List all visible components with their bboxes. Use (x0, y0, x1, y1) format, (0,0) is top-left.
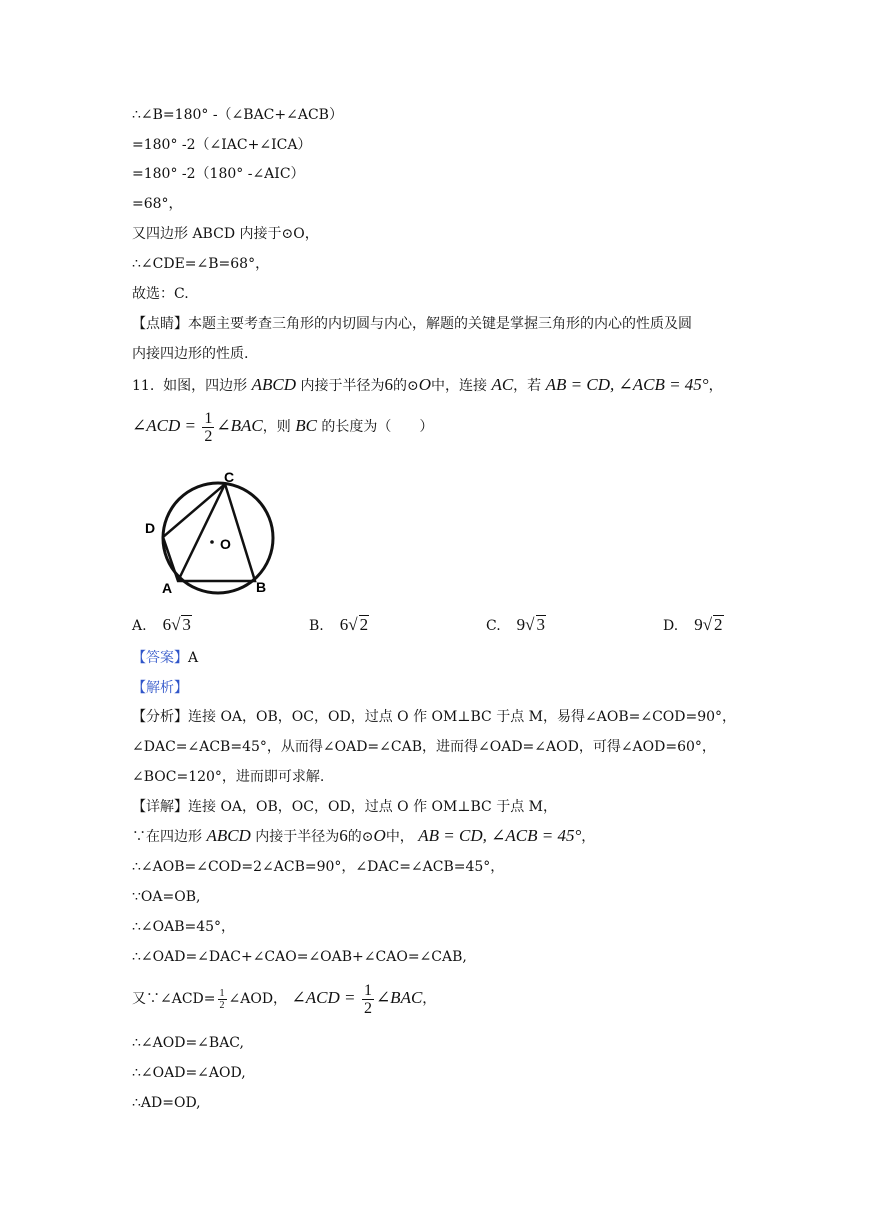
math-condition: AB = CD, ∠ACB = 45° (418, 826, 582, 845)
quadrilateral-abcd (163, 484, 255, 581)
answer-value: A (188, 650, 199, 666)
xiangjie-line-9: ∴∠OAD=∠AOD, (132, 1065, 246, 1081)
circle-figure (140, 462, 290, 602)
xiangjie-line-4: ∵OA=OB, (132, 889, 201, 905)
text-line: 内接四边形的性质. (132, 346, 249, 362)
xiangjie-line-1: 【详解】连接 OA，OB，OC，OD，过点 O 作 OM⊥BC 于点 M， (132, 799, 557, 815)
xiangjie-line-8: ∴∠AOD=∠BAC, (132, 1035, 244, 1051)
fenxi-tag: 【分析】 (132, 709, 188, 725)
question-text: 内接于半径为 (300, 378, 385, 394)
question-number: 11. (132, 378, 155, 394)
math-ac: AC (491, 375, 514, 394)
fraction-half-small: $\frac{1}{2}$ (219, 987, 225, 1011)
center-point (210, 540, 214, 544)
answer-line (132, 649, 198, 667)
math-abcd: ABCD (206, 826, 251, 845)
question-text: 中，连接 (430, 378, 487, 394)
fraction-half: $\frac{1}{2}$ (204, 409, 213, 445)
text-line: 故选：C. (132, 286, 189, 302)
fenxi-line-1: 【分析】连接 OA，OB，OC，OD，过点 O 作 OM⊥BC 于点 M，易得∠AOB=∠COD=90°， (132, 709, 737, 725)
option-a: A. 6√ 3 (132, 615, 191, 634)
math-bac: ∠BAC (375, 988, 423, 1007)
answer-tag: 【答案】 (132, 650, 188, 666)
dianjing-text: 本题主要考查三角形的内切圆与内心，解题的关键是掌握三角形的内心的性质及圆 (188, 316, 692, 332)
question-line-1 (132, 373, 723, 398)
math-abcd: ABCD (251, 375, 297, 394)
text-line: =180° -2（∠IAC+∠ICA） (132, 137, 312, 153)
option-letter: C. (486, 618, 501, 634)
option-letter: B. (309, 618, 324, 634)
text-line (132, 315, 692, 333)
option-letter: A. (132, 618, 147, 634)
xiangjie-line-7: 又∵∠ACD= $\frac{1}{2}$ ∠AOD， ∠ACD = $\frac{1}{2}$ ∠BAC， (132, 981, 437, 1017)
segment-ac (178, 484, 225, 581)
text-line: 又四边形 ABCD 内接于⊙O， (132, 226, 319, 242)
math-o: O (418, 375, 431, 394)
xiangjie-line-2: ∵在四边形 ABCD 内接于半径为6的⊙O中， AB = CD, ∠ACB = 45°， (132, 826, 596, 845)
math-acd: ∠ACD = (132, 416, 196, 435)
label-b: B (256, 579, 267, 595)
question-line-2 (132, 406, 433, 447)
dianjing-tag: 【点睛】 (132, 316, 188, 332)
math-bac: ∠BAC (216, 416, 263, 435)
option-c: C. 9√ 3 (486, 615, 546, 634)
text-line: ∴∠CDE=∠B=68°， (132, 256, 270, 272)
analysis-tag: 【解析】 (132, 680, 188, 696)
question-text: 的⊙ (392, 378, 419, 394)
xiangjie-line-3: ∴∠AOB=∠COD=2∠ACB=90°，∠DAC=∠ACB=45°， (132, 859, 505, 875)
text-line: =180° -2（180° -∠AIC） (132, 166, 305, 182)
label-o: O (220, 536, 231, 552)
math-acd: ∠ACD = (291, 988, 356, 1007)
option-letter: D. (663, 618, 679, 634)
question-text: ，若 (513, 378, 542, 394)
fenxi-line-2: ∠DAC=∠ACB=45°，从而得∠OAD=∠CAB，进而得∠OAD=∠AOD，可得∠AOD=60°， (132, 739, 716, 755)
math-six: 6 (384, 375, 393, 394)
text-line: =68°， (132, 196, 183, 212)
question-text: ，则 (262, 419, 291, 435)
xiangjie-tag: 【详解】 (132, 799, 188, 815)
label-d: D (145, 520, 156, 536)
fenxi-line-3: ∠BOC=120°，进而即可求解. (132, 769, 325, 785)
xiangjie-line-6: ∴∠OAD=∠DAC+∠CAO=∠OAB+∠CAO=∠CAB, (132, 949, 467, 965)
xiangjie-line-10: ∴AD=OD, (132, 1095, 201, 1111)
question-text: 的长度为（ ） (321, 419, 434, 435)
text-line: ∴∠B=180° -（∠BAC+∠ACB） (132, 107, 343, 123)
question-text: 如图，四边形 (163, 378, 248, 394)
option-d: D. 9√ 2 (663, 615, 723, 634)
label-c: C (224, 469, 235, 485)
question-text: ， (708, 378, 723, 394)
option-b: B. 6√ 2 (309, 615, 369, 634)
math-bc: BC (295, 416, 317, 435)
math-condition: AB = CD, ∠ACB = 45° (545, 375, 709, 394)
label-a: A (162, 580, 173, 596)
fraction-half: $\frac{1}{2}$ (363, 981, 372, 1017)
xiangjie-line-5: ∴∠OAB=45°， (132, 919, 236, 935)
